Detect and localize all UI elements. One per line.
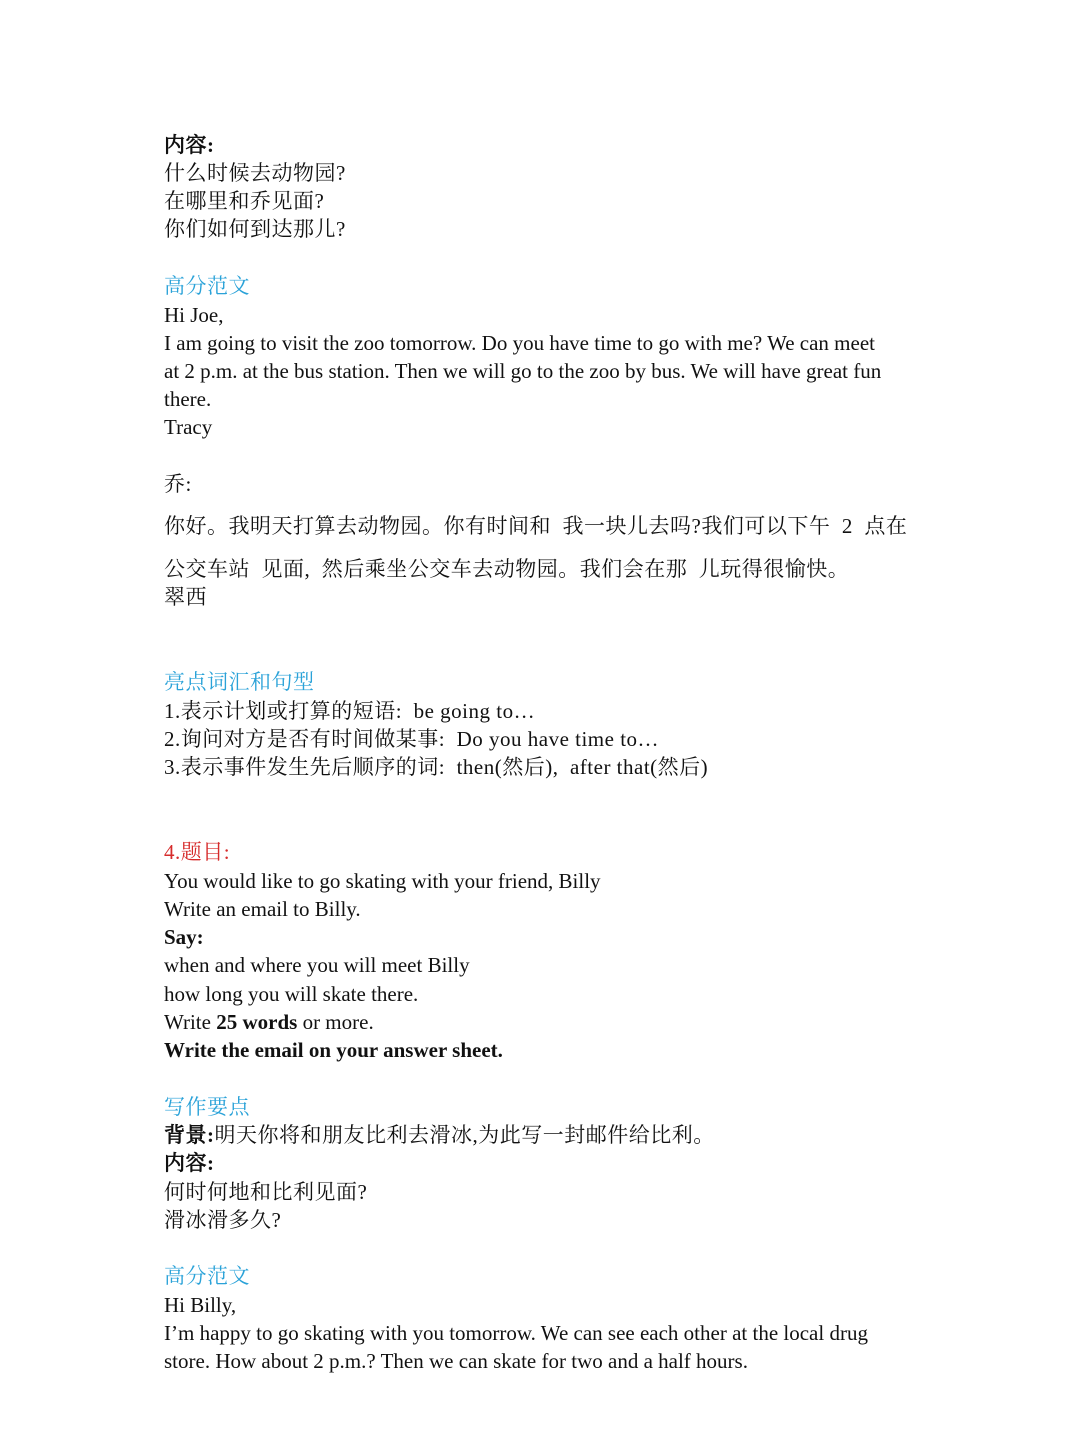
translation-signature: 翠西 [164,585,207,609]
task-line: You would like to go skating with your friend, Billy [164,869,601,893]
word-count-line [164,1008,374,1036]
email-body-line: there. [164,387,212,411]
question-line: 什么时候去动物园? [164,161,346,185]
translation-line: 公交车站 见面, 然后乘坐公交车去动物园。我们会在那 儿玩得很愉快。 [164,557,850,581]
email-greeting: Hi Billy, [164,1293,237,1317]
email-body-line: I’m happy to go skating with you tomorrow. We can see each other at the local drug [164,1321,868,1345]
word-count-prefix: Write [164,1010,217,1034]
email-body-line: at 2 p.m. at the bus station. Then we will go to the zoo by bus. We will have great fun [164,359,882,383]
highlights-heading: 亮点词汇和句型 [164,670,315,694]
question-line: 滑冰滑多久? [164,1208,282,1232]
highlight-item: 2.询问对方是否有时间做某事: Do you have time to… [164,727,660,751]
question-line: 在哪里和乔见面? [164,189,325,213]
background-line [164,1121,715,1149]
question-line: 何时何地和比利见面? [164,1180,368,1204]
say-item: how long you will skate there. [164,982,419,1006]
word-count-suffix: or more. [297,1010,374,1034]
translation-greeting: 乔: [164,472,192,496]
background-text: 明天你将和朋友比利去滑冰,为此写一封邮件给比利。 [214,1123,715,1147]
sample-essay-heading: 高分范文 [164,1264,250,1288]
word-count-number: 25 words [216,1010,298,1034]
email-body-line: store. How about 2 p.m.? Then we can skate for two and a half hours. [164,1349,748,1373]
translation-line: 你好。我明天打算去动物园。你有时间和 我一块儿去吗?我们可以下午 2 点在 [164,514,908,538]
email-greeting: Hi Joe, [164,303,224,327]
task-title: 4.题目: [164,840,231,864]
content-label: 内容: [164,1151,215,1175]
background-label: 背景: [164,1123,215,1147]
content-label: 内容: [164,133,215,157]
question-line: 你们如何到达那儿? [164,217,346,241]
say-item: when and where you will meet Billy [164,953,470,977]
writing-points-heading: 写作要点 [164,1095,250,1119]
task-line: Write an email to Billy. [164,897,361,921]
email-signature: Tracy [164,415,213,439]
email-body-line: I am going to visit the zoo tomorrow. Do you have time to go with me? We can meet [164,331,875,355]
sample-essay-heading: 高分范文 [164,274,250,298]
answer-sheet-instruction: Write the email on your answer sheet. [164,1038,503,1062]
highlight-item: 1.表示计划或打算的短语: be going to… [164,699,536,723]
highlight-item: 3.表示事件发生先后顺序的词: then(然后), after that(然后) [164,755,709,779]
say-label: Say: [164,925,204,949]
